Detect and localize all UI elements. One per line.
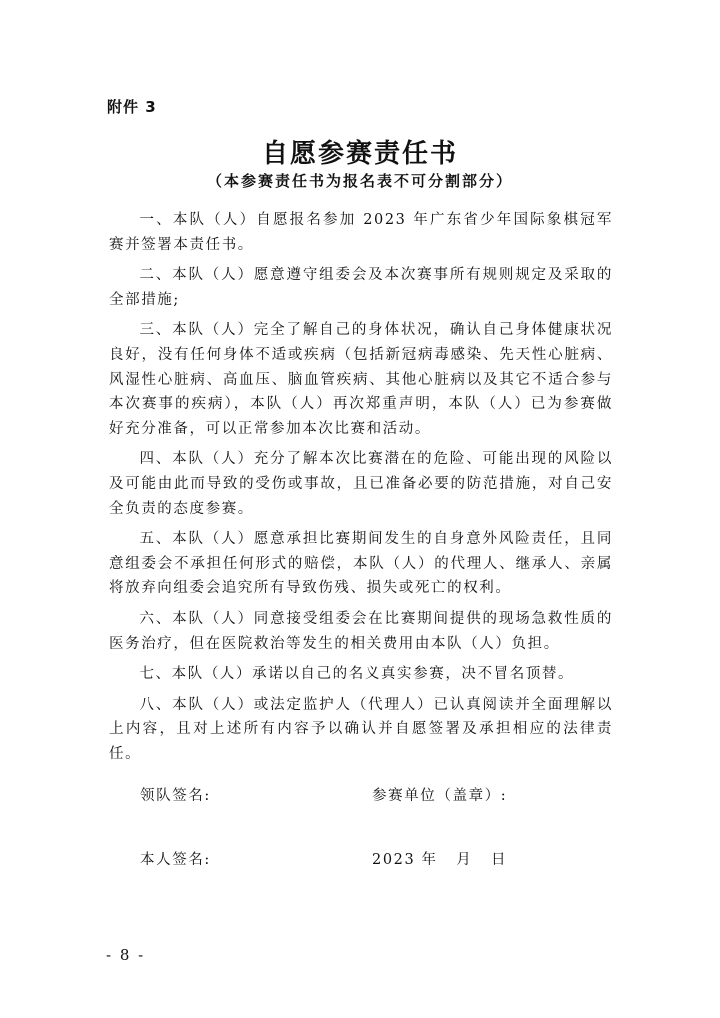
page-number: - 8 -	[106, 946, 146, 964]
leader-signature-label: 领队签名:	[140, 788, 211, 804]
clause-8: 八、本队（人）或法定监护人（代理人）已认真阅读并全面理解以上内容，且对上述所有内容予以确认并自愿签署及承担相应的法律责任。	[109, 696, 613, 762]
clause-3: 三、本队（人）完全了解自己的身体状况，确认自己身体健康状况良好，没有任何身体不适或疾病（包括新冠病毒感染、先天性心脏病、风湿性心脏病、高血压、脑血管疾病、其他心脏病以及其它不适合参与本次赛事的疾病），本队（人）再次郑重声明，本队（人）已为参赛做好充分准备，可以正常参加本次比赛和活动。	[109, 322, 613, 437]
clause-4: 四、本队（人）充分了解本次比赛潜在的危险、可能出现的风险以及可能由此而导致的受伤或事故，且已准备必要的防范措施，对自己安全负责的态度参赛。	[109, 451, 613, 517]
clause-6: 六、本队（人）同意接受组委会在比赛期间提供的现场急救性质的医务治疗，但在医院救治等发生的相关费用由本队（人）负担。	[109, 610, 613, 652]
clause-5: 五、本队（人）愿意承担比赛期间发生的自身意外风险责任，且同意组委会不承担任何形式的赔偿，本队（人）的代理人、继承人、亲属将放弃向组委会追究所有导致伤残、损失或死亡的权利。	[109, 531, 613, 597]
unit-stamp-label: 参赛单位（盖章）:	[372, 788, 508, 804]
clause-1: 一、本队（人）自愿报名参加 2023 年广东省少年国际象棋冠军赛并签署本责任书。	[109, 212, 613, 253]
self-signature-label: 本人签名:	[140, 852, 211, 868]
document-body	[109, 208, 613, 772]
document-subtitle: （本参赛责任书为报名表不可分割部分）	[206, 172, 513, 190]
date-label: 2023 年 月 日	[372, 852, 508, 868]
attachment-label: 附件 3	[107, 98, 157, 116]
document-title: 自愿参赛责任书	[261, 139, 458, 169]
clause-2: 二、本队（人）愿意遵守组委会及本次赛事所有规则规定及采取的全部措施;	[109, 267, 613, 308]
clause-7: 七、本队（人）承诺以自己的名义真实参赛，决不冒名顶替。	[139, 666, 575, 683]
